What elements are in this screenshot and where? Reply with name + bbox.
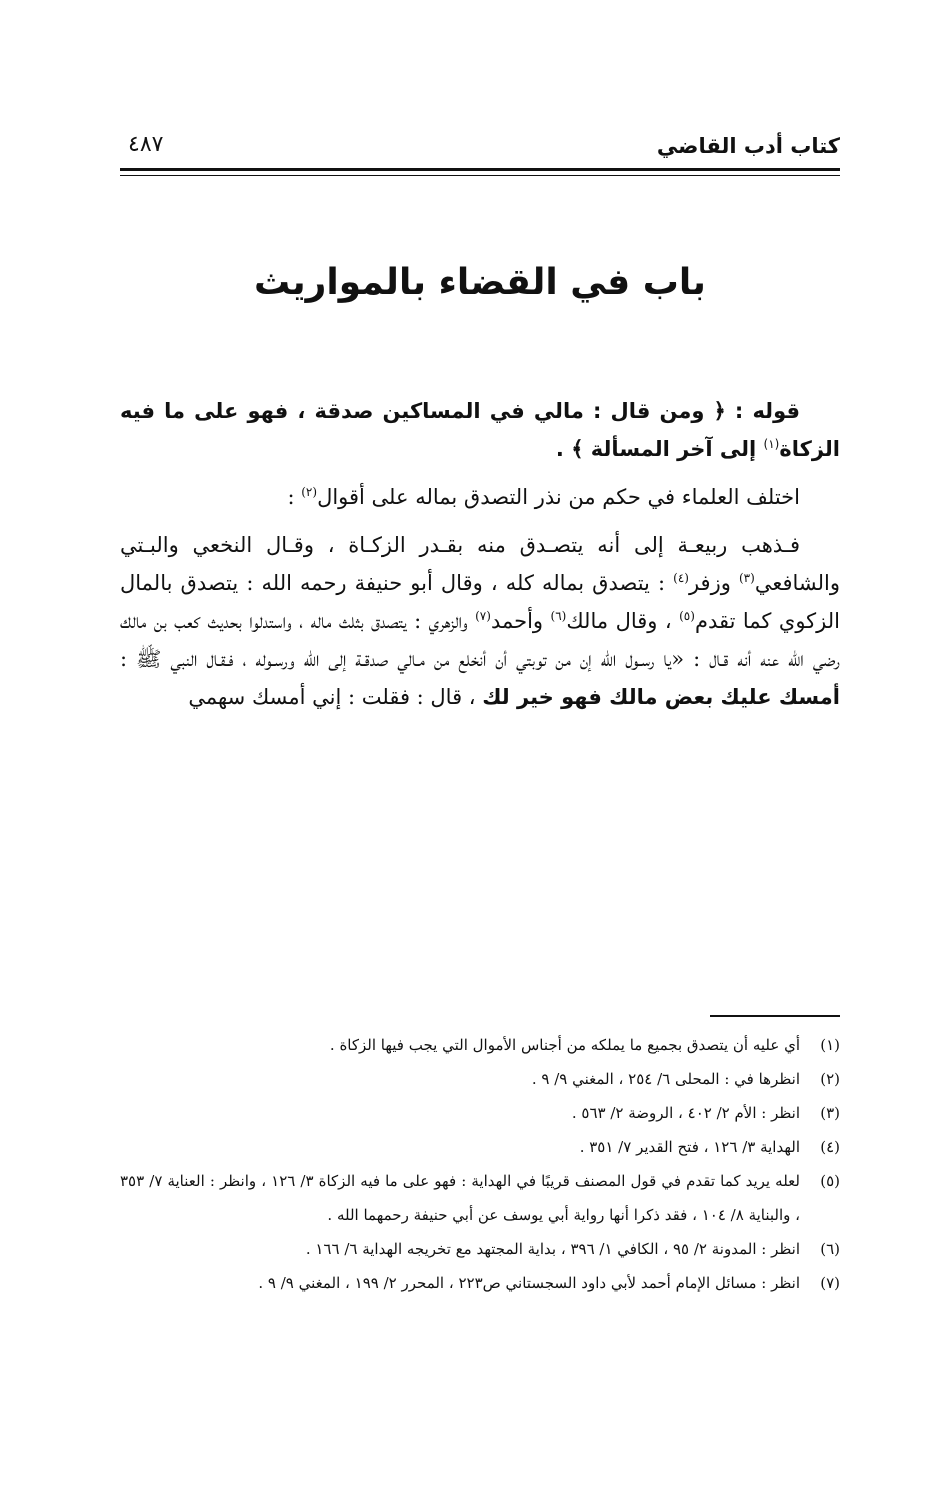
footnotes	[120, 1028, 840, 1300]
footnote-number: (٦)	[820, 1240, 840, 1258]
running-title: كتاب أدب القاضي	[656, 134, 840, 158]
footnote-ref-3: (٣)	[738, 571, 755, 585]
footnote-ref-6: (٦)	[550, 609, 567, 623]
footnote-text: انظرها في : المحلى ٦/ ٢٥٤ ، المغني ٩/ ٩ .	[531, 1070, 800, 1088]
page-header	[120, 128, 840, 168]
para3-seg-5: وأحمد	[490, 609, 551, 633]
footnote-5	[120, 1164, 840, 1232]
para2-text: اختلف العلماء في حكم من نذر التصدق بماله على أقوال	[317, 485, 800, 509]
footnote-number: (٤)	[820, 1138, 840, 1156]
footnote-2	[120, 1062, 840, 1096]
footnote-text: انظر : مسائل الإمام أحمد لأبي داود السجستاني ص٢٢٣ ، المحرر ٢/ ١٩٩ ، المغني ٩/ ٩ .	[258, 1274, 800, 1292]
main-text	[120, 392, 840, 726]
footnote-1	[120, 1028, 840, 1062]
footnote-ref-1: (١)	[763, 437, 780, 451]
footnote-ref-5: (٥)	[679, 609, 695, 623]
para3-seg-4: ، وقال مالك	[566, 609, 680, 633]
quoted-matn	[120, 392, 840, 468]
para3-seg-1: فـذهب ربيعـة إلى أنه يتصـدق منه بقـدر الزكـاة ، وقـال النخعي والبـتي والشافعي	[120, 533, 840, 595]
footnote-4	[120, 1130, 840, 1164]
footnote-separator	[710, 1015, 840, 1017]
para3-seg-6: والزهري : يتصدق بثلث ماله ، واستدلوا بحديث كعب بن مالك رضي الله عنه أنه قـال : «يا رسـول الله إن من توبتي أن أنخلع من مـالي صدقـة إلى الله ورسـوله ، فـقـال النبي ﷺ :	[120, 609, 840, 671]
quote-part-2: إلى آخر المسألة ﴾ .	[555, 437, 764, 461]
chapter-title: باب في القضاء بالمواريث	[254, 262, 706, 303]
para2-tail: :	[287, 485, 302, 509]
footnote-number: (١)	[820, 1036, 840, 1054]
para3-seg-7: ، قال : فقلت : إني أمسك سهمي	[188, 685, 483, 709]
footnote-text: الهداية ٣/ ١٢٦ ، فتح القدير ٧/ ٣٥١ .	[579, 1138, 800, 1156]
hadith-bold-phrase: أمسك عليك بعض مالك فهو خير لك	[482, 685, 840, 709]
book-page	[120, 0, 840, 1494]
quote-part-1: قوله : ﴿ ومن قال : مالي في المساكين صدقة ، فهو على ما فيه الزكاة	[120, 399, 840, 461]
footnote-7	[120, 1266, 840, 1300]
footnote-text: انظر : الأم ٢/ ٤٠٢ ، الروضة ٢/ ٥٦٣ .	[571, 1104, 800, 1122]
footnote-number: (٢)	[820, 1070, 840, 1088]
footnote-number: (٥)	[820, 1172, 840, 1190]
para3-seg-2: وزفر	[688, 571, 739, 595]
footnote-6	[120, 1232, 840, 1266]
page-number: ٤٨٧	[128, 132, 164, 157]
paragraph-opinions	[120, 526, 840, 716]
footnote-text: أي عليه أن يتصدق بجميع ما يملكه من أجناس الأموال التي يجب فيها الزكاة .	[329, 1036, 800, 1054]
para3-seg-3: : يتصدق بماله كله ، وقال أبو حنيفة رحمه الله : يتصدق بالمال الزكوي كما تقدم	[120, 571, 840, 633]
paragraph-opinions-intro	[120, 478, 840, 516]
header-rule-thick	[120, 168, 840, 171]
footnote-ref-4: (٤)	[673, 571, 689, 585]
footnote-3	[120, 1096, 840, 1130]
header-rule-thin	[120, 175, 840, 176]
footnote-ref-7: (٧)	[475, 609, 491, 623]
footnote-text: انظر : المدونة ٢/ ٩٥ ، الكافي ١/ ٣٩٦ ، بداية المجتهد مع تخريجه الهداية ٦/ ١٦٦ .	[305, 1240, 800, 1258]
footnote-number: (٧)	[820, 1274, 840, 1292]
footnote-ref-2: (٢)	[301, 485, 318, 499]
footnote-number: (٣)	[820, 1104, 840, 1122]
footnote-text: لعله يريد كما تقدم في قول المصنف قريبًا في الهداية : فهو على ما فيه الزكاة ٣/ ١٢٦ ، وانظر : العناية ٧/ ٣٥٣ ، والبناية ٨/ ١٠٤ ، فقد ذكرا أنها رواية أبي يوسف عن أبي حنيفة رحمهما الله .	[120, 1172, 800, 1224]
